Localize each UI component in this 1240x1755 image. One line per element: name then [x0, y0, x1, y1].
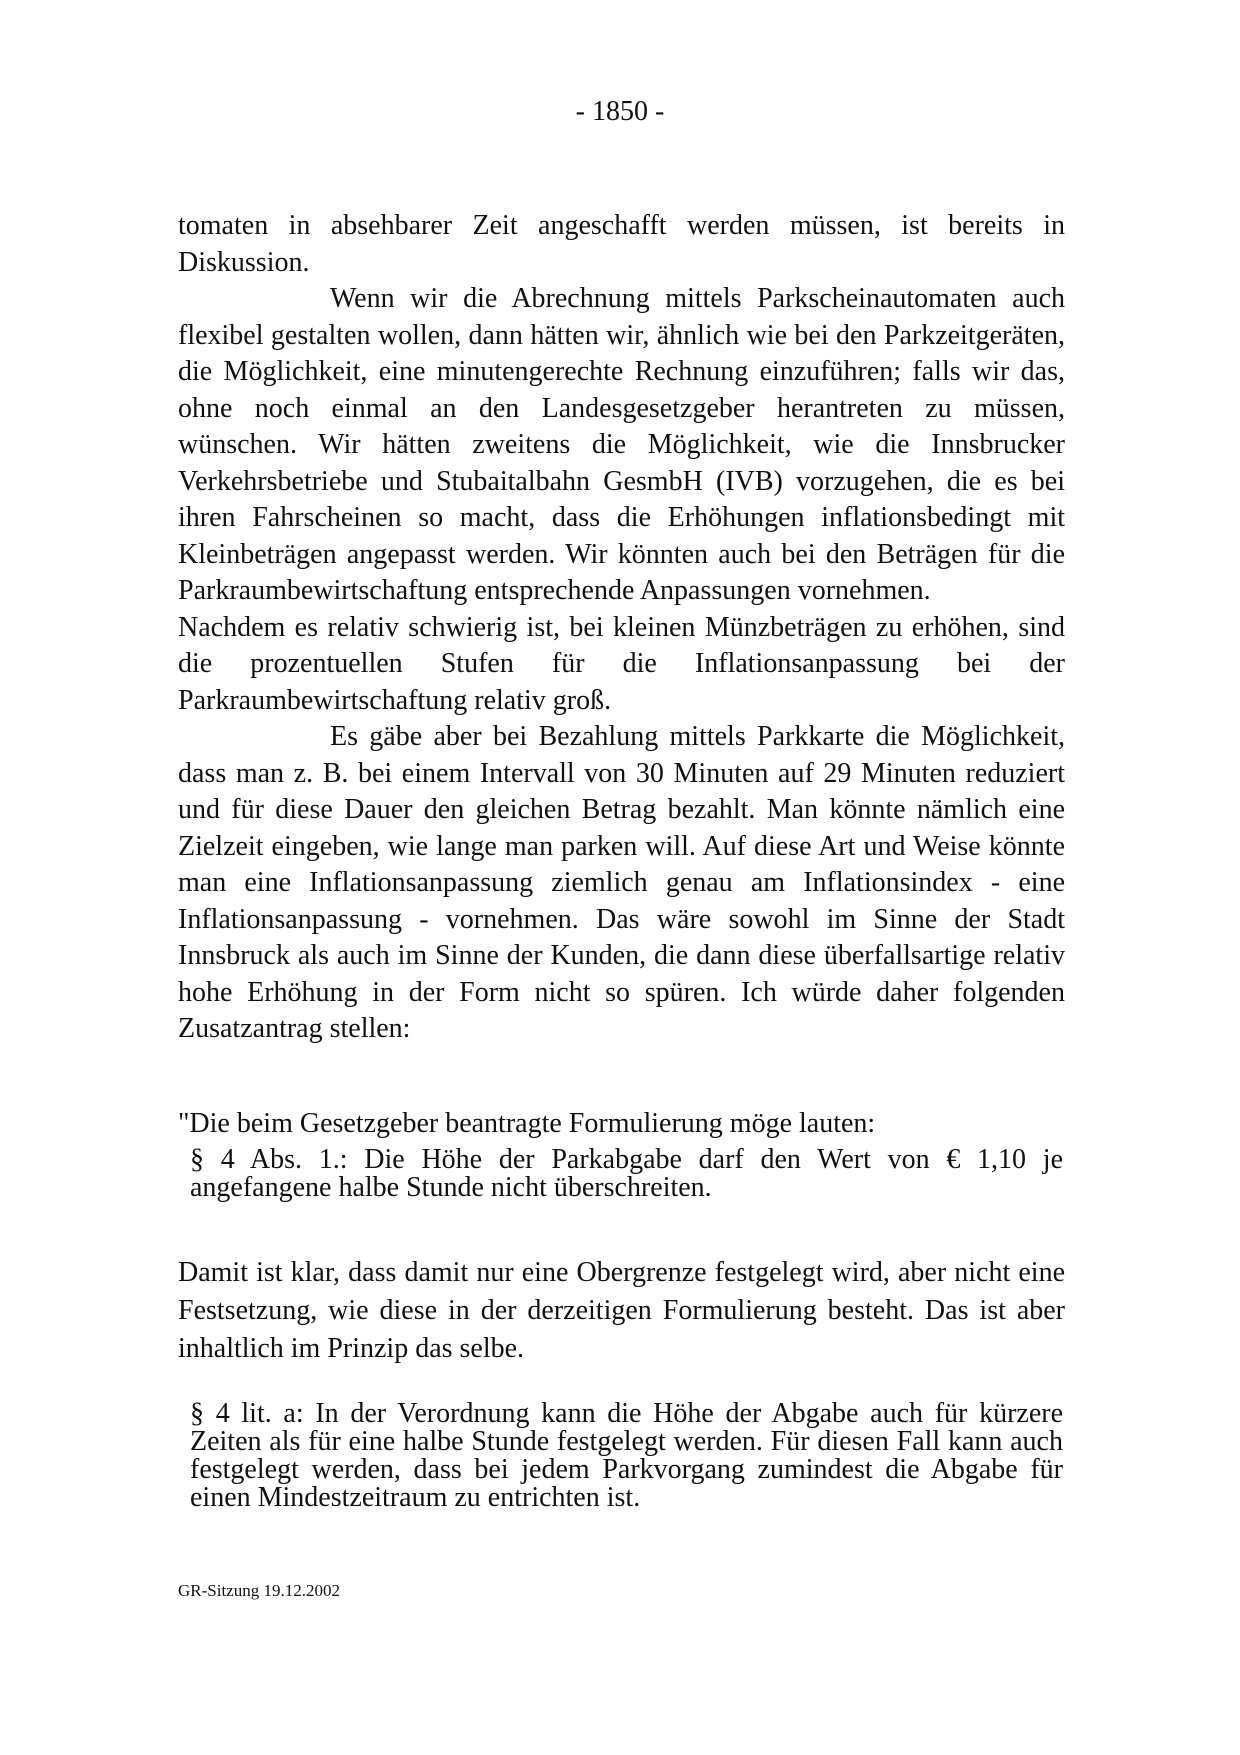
motion-clause-abs1: § 4 Abs. 1.: Die Höhe der Parkabgabe darf den Wert von € 1,10 je angefangene halbe Stunde nicht überschreiten.: [190, 1144, 1063, 1203]
conclusion-text: [178, 1254, 1065, 1368]
paragraph-continuation: tomaten in absehbarer Zeit angeschafft werden müssen, ist bereits in Diskussion.: [178, 210, 1065, 278]
main-text: [178, 208, 1065, 1048]
paragraph-parkkarte: Es gäbe aber bei Bezahlung mittels Parkkarte die Möglichkeit, dass man z. B. bei einem Intervall von 30 Minuten auf 29 Minuten reduziert und für diese Dauer den gleichen Betrag bezahlt. Man könnte nämlich eine Zielzeit eingeben, wie lange man parken will. Auf diese Art und Weise könnte man eine Inflationsanpassung ziemlich genau am Inflationsindex - eine Inflationsanpassung - vornehmen. Das wäre sowohl im Sinne der Stadt Innsbruck als auch im Sinne der Kunden, die dann diese überfallsartige relativ hohe Erhöhung in der Form nicht so spüren. Ich würde daher folgenden Zusatzantrag stellen:: [178, 721, 1065, 1044]
page-number: - 1850 -: [575, 96, 665, 127]
motion-intro: "Die beim Gesetzgeber beantragte Formulierung möge lauten:: [178, 1108, 876, 1139]
paragraph-parkscheinautomaten: Wenn wir die Abrechnung mittels Parkscheinautomaten auch flexibel gestalten wollen, dann hätten wir, ähnlich wie bei den Parkzeitgeräten, die Möglichkeit, eine minutengerechte Rechnung einzuführen; falls wir das, ohne noch einmal an den Landesgesetzgeber herantreten zu müssen, wünschen. Wir hätten zweitens die Möglichkeit, wie die Innsbrucker Verkehrsbetriebe und Stubaitalbahn GesmbH (IVB) vorzugehen, die es bei ihren Fahrscheinen so macht, dass die Erhöhungen inflationsbedingt mit Kleinbeträgen angepasst werden. Wir könnten auch bei den Beträgen für die Parkraumbewirtschaftung entsprechende Anpassungen vornehmen.: [178, 283, 1065, 606]
paragraph-inflation-steps: Nachdem es relativ schwierig ist, bei kleinen Münzbeträgen zu erhöhen, sind die prozentuellen Stufen für die Inflationsanpassung bei der Parkraumbewirtschaftung relativ groß.: [178, 611, 1065, 716]
footer-session-date: GR-Sitzung 19.12.2002: [178, 1581, 340, 1600]
paragraph-conclusion: Damit ist klar, dass damit nur eine Obergrenze festgelegt wird, aber nicht eine Festsetzung, wie diese in der derzeitigen Formulierung besteht. Das ist aber inhaltlich im Prinzip das selbe.: [178, 1257, 1065, 1364]
motion-clause-lit-a: § 4 lit. a: In der Verordnung kann die Höhe der Abgabe auch für kürzere Zeiten als für eine halbe Stunde festgelegt werden. Für diesen Fall kann auch festgelegt werden, dass bei jedem Parkvorgang zumindest die Abgabe für einen Mindestzeitraum zu entrichten ist.: [190, 1398, 1063, 1513]
